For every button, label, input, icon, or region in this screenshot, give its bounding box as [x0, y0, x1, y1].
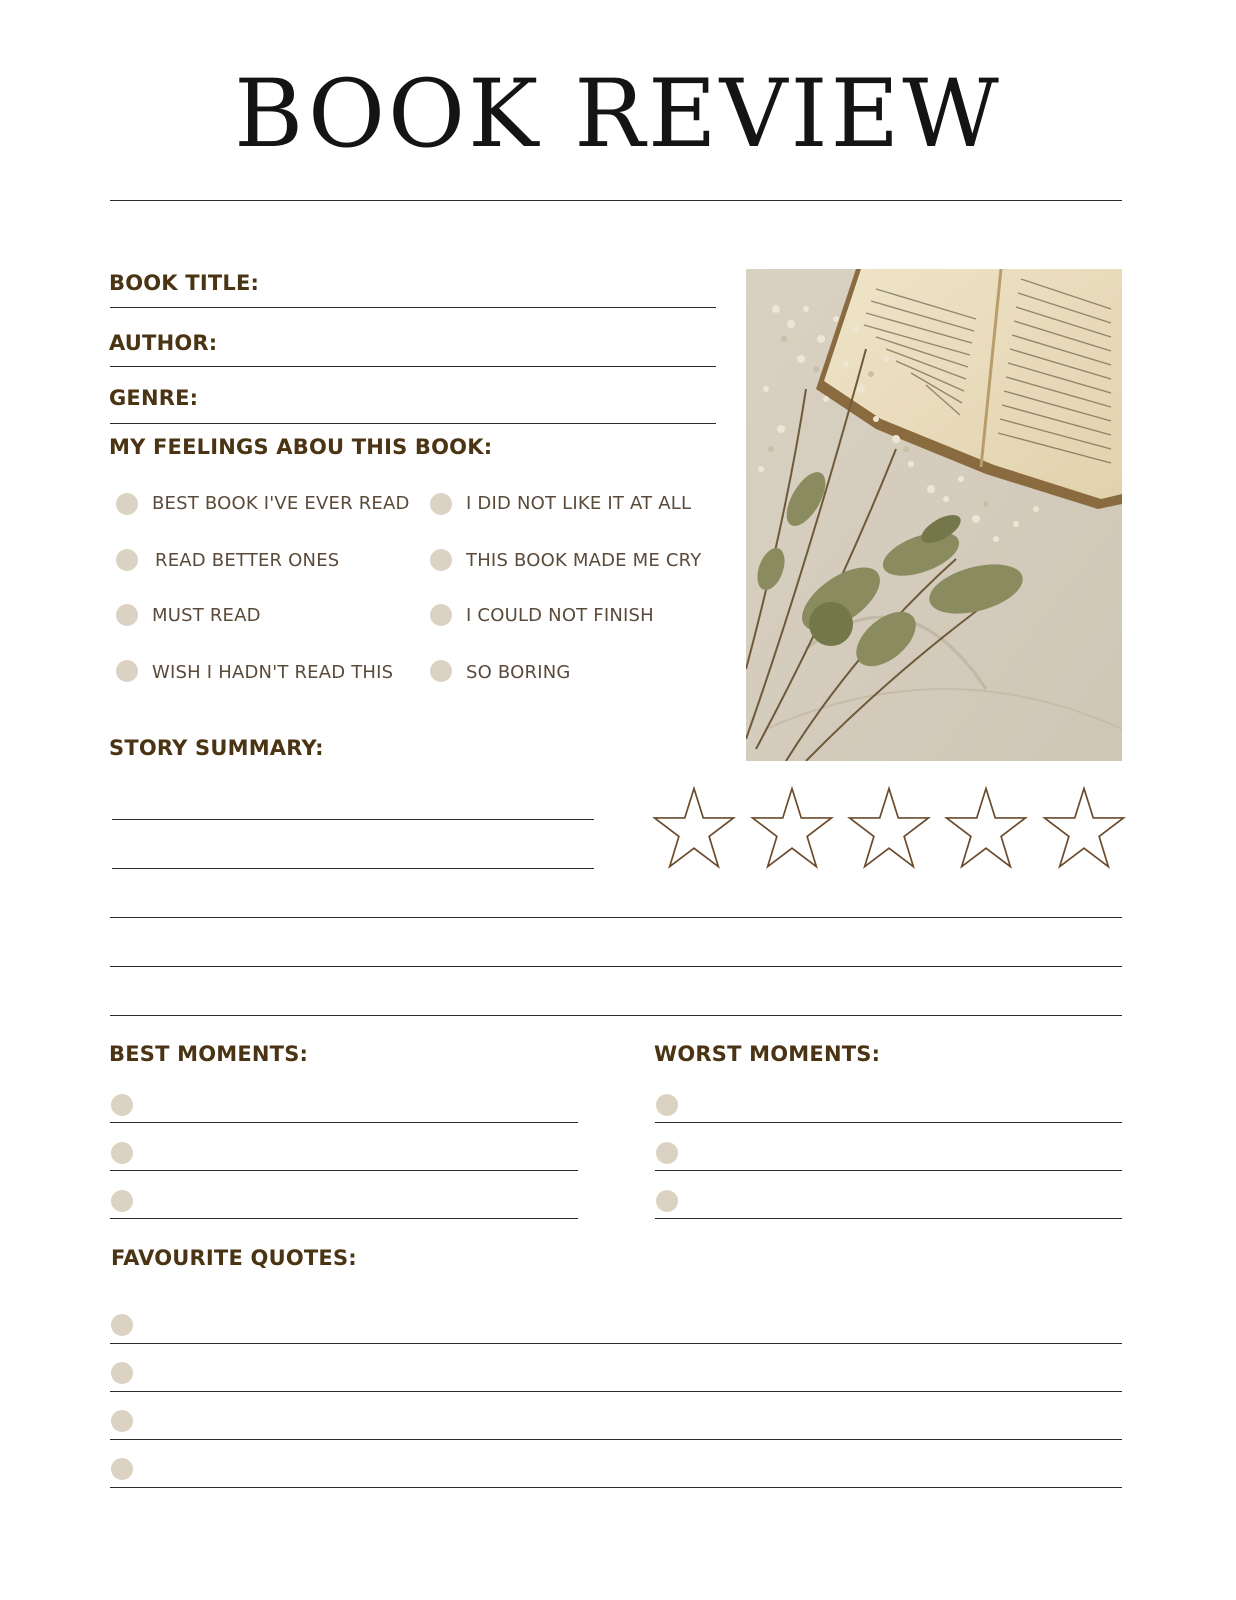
- star-rating-1[interactable]: [652, 786, 736, 870]
- best-moment-line[interactable]: [110, 1122, 578, 1123]
- best-moment-line[interactable]: [110, 1170, 578, 1171]
- bullet-dot: [656, 1094, 678, 1116]
- feeling-checkbox[interactable]: [116, 660, 138, 682]
- bullet-dot: [111, 1314, 133, 1336]
- feeling-option: SO BORING: [466, 662, 571, 683]
- book-flowers-photo: [746, 269, 1122, 761]
- feelings-label: MY FEELINGS ABOU THIS BOOK:: [109, 435, 493, 459]
- quote-line[interactable]: [110, 1343, 1122, 1344]
- best-moments-label: BEST MOMENTS:: [109, 1042, 309, 1066]
- summary-line[interactable]: [110, 1015, 1122, 1016]
- feeling-option: READ BETTER ONES: [155, 550, 340, 571]
- star-rating-4[interactable]: [944, 786, 1028, 870]
- quote-line[interactable]: [110, 1487, 1122, 1488]
- star-rating-3[interactable]: [847, 786, 931, 870]
- star-rating-2[interactable]: [750, 786, 834, 870]
- feeling-checkbox[interactable]: [430, 660, 452, 682]
- bullet-dot: [656, 1190, 678, 1212]
- summary-line[interactable]: [110, 966, 1122, 967]
- page-title: BOOK REVIEW: [234, 60, 1002, 169]
- quote-line[interactable]: [110, 1439, 1122, 1440]
- feeling-option: MUST READ: [152, 605, 261, 626]
- quote-line[interactable]: [110, 1391, 1122, 1392]
- title-divider: [110, 200, 1122, 201]
- star-rating-5[interactable]: [1042, 786, 1126, 870]
- book-title-label: BOOK TITLE:: [109, 271, 260, 295]
- feeling-option: THIS BOOK MADE ME CRY: [466, 550, 702, 571]
- bullet-dot: [111, 1142, 133, 1164]
- worst-moment-line[interactable]: [655, 1218, 1122, 1219]
- favourite-quotes-label: FAVOURITE QUOTES:: [111, 1246, 357, 1270]
- feeling-checkbox[interactable]: [116, 493, 138, 515]
- bullet-dot: [111, 1190, 133, 1212]
- author-label: AUTHOR:: [109, 331, 218, 355]
- summary-line[interactable]: [112, 868, 594, 869]
- best-moment-line[interactable]: [110, 1218, 578, 1219]
- feeling-checkbox[interactable]: [116, 604, 138, 626]
- worst-moments-label: WORST MOMENTS:: [654, 1042, 881, 1066]
- summary-line[interactable]: [112, 819, 594, 820]
- book-title-line[interactable]: [110, 307, 716, 308]
- story-summary-label: STORY SUMMARY:: [109, 736, 324, 760]
- worst-moment-line[interactable]: [655, 1122, 1122, 1123]
- feeling-option: BEST BOOK I'VE EVER READ: [152, 493, 410, 514]
- feeling-option: I DID NOT LIKE IT AT ALL: [466, 493, 692, 514]
- feeling-option: WISH I HADN'T READ THIS: [152, 662, 394, 683]
- feeling-checkbox[interactable]: [430, 549, 452, 571]
- bullet-dot: [111, 1094, 133, 1116]
- genre-line[interactable]: [110, 423, 716, 424]
- author-line[interactable]: [110, 366, 716, 367]
- bullet-dot: [656, 1142, 678, 1164]
- feeling-checkbox[interactable]: [430, 493, 452, 515]
- bullet-dot: [111, 1410, 133, 1432]
- genre-label: GENRE:: [109, 386, 199, 410]
- feeling-checkbox[interactable]: [116, 549, 138, 571]
- feeling-option: I COULD NOT FINISH: [466, 605, 654, 626]
- worst-moment-line[interactable]: [655, 1170, 1122, 1171]
- feeling-checkbox[interactable]: [430, 604, 452, 626]
- bullet-dot: [111, 1362, 133, 1384]
- summary-line[interactable]: [110, 917, 1122, 918]
- bullet-dot: [111, 1458, 133, 1480]
